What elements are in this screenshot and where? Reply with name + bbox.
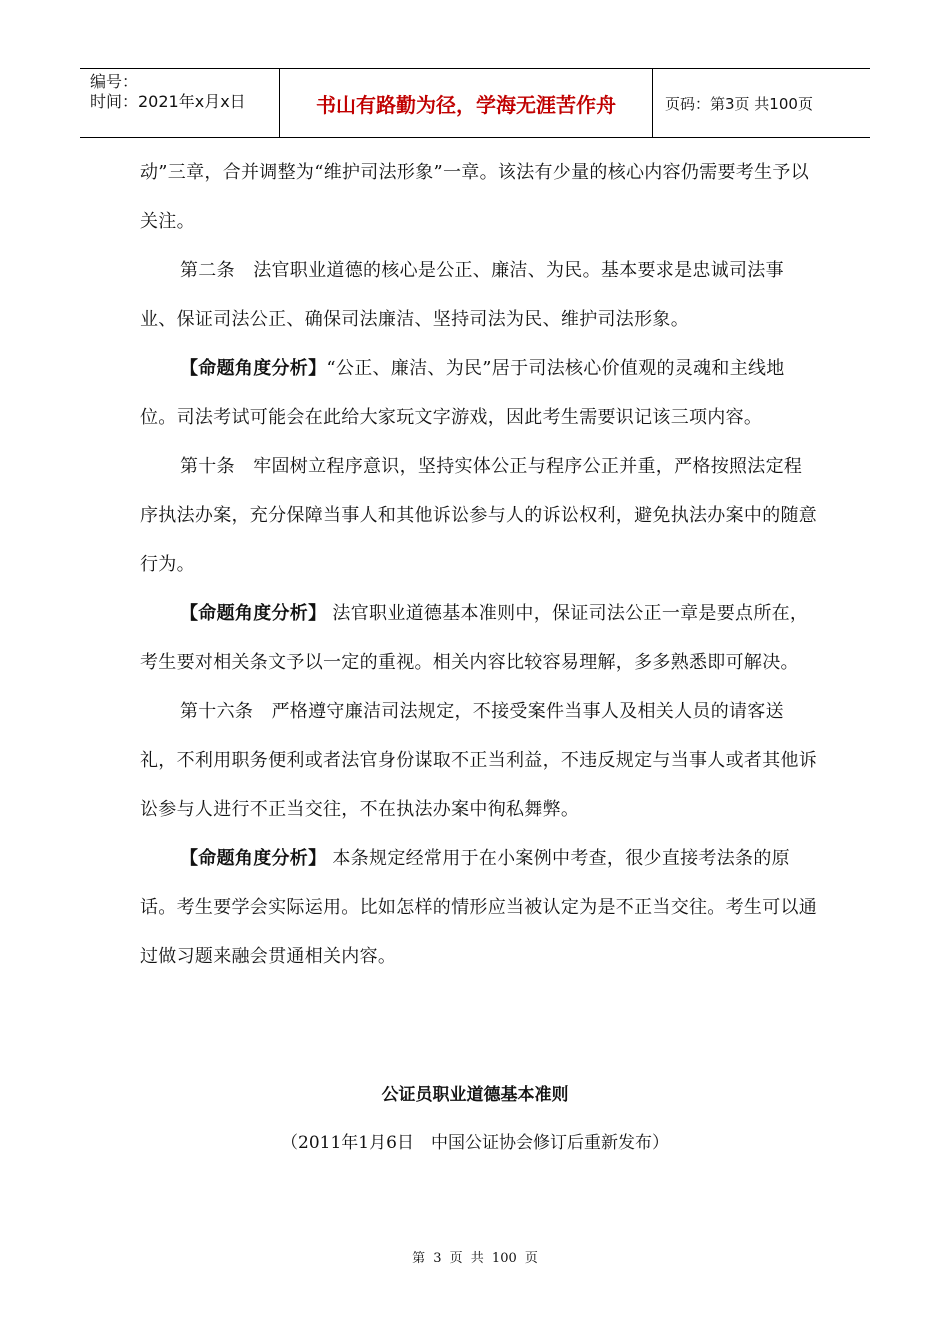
paragraph [140,344,820,442]
paragraph-text: 牢固树立程序意识，坚持实体公正与程序公正并重，严格按照法定程序执法办案，充分保障当事人和其他诉讼参与人的诉讼权利，避免执法办案中的随意行为。 [140,456,818,575]
page-footer: 第 3 页 共 100 页 [412,1251,538,1266]
paragraph [140,589,820,687]
article-number: 第二条 [180,260,235,281]
paragraph-text: 本条规定经常用于在小案例中考查，很少直接考法条的原话。考生要学会实际运用。比如怎样的情形应当被认定为是不正当交往。考生可以通过做习题来融会贯通相关内容。 [140,848,818,967]
header-page-info: 页码：第3页 共100页 [665,94,813,113]
document-body [140,148,820,981]
article-number: 第十六条 [180,701,254,722]
document-number-label: 编号： [90,72,139,91]
paragraph-text: “公正、廉洁、为民”居于司法核心价值观的灵魂和主线地位。司法考试可能会在此给大家玩文字游戏，因此考生需要识记该三项内容。 [140,358,785,428]
paragraph [140,246,820,344]
paragraph [140,834,820,981]
header-motto: 书山有路勤为径，学海无涯苦作舟 [280,69,653,137]
section-subtitle: （2011年1月6日 中国公证协会修订后重新发布） [281,1133,669,1153]
paragraph [140,687,820,834]
paragraph-text: 动”三章，合并调整为“维护司法形象”一章。该法有少量的核心内容仍需要考生予以关注。 [140,162,810,232]
paragraph-text: 法官职业道德基本准则中，保证司法公正一章是要点所在，考生要对相关条文予以一定的重视。相关内容比较容易理解，多多熟悉即可解决。 [140,603,809,673]
analysis-heading: 【命题角度分析】 [180,603,327,624]
paragraph [140,442,820,589]
document-date: 时间：2021年x月x日 [90,92,246,111]
paragraph-text: 法官职业道德的核心是公正、廉洁、为民。基本要求是忠诚司法事业、保证司法公正、确保司法廉洁、坚持司法为民、维护司法形象。 [140,260,784,330]
article-number: 第十条 [180,456,235,477]
paragraph [140,148,820,246]
paragraph-text: 严格遵守廉洁司法规定，不接受案件当事人及相关人员的请客送礼，不利用职务便利或者法官身份谋取不正当利益，不违反规定与当事人或者其他诉讼参与人进行不正当交往，不在执法办案中徇私舞弊。 [140,701,818,820]
analysis-heading: 【命题角度分析】 [180,848,327,869]
header-meta [80,69,280,137]
page-header [80,68,870,138]
section-title: 公证员职业道德基本准则 [381,1085,569,1105]
analysis-heading: 【命题角度分析】 [180,358,327,379]
